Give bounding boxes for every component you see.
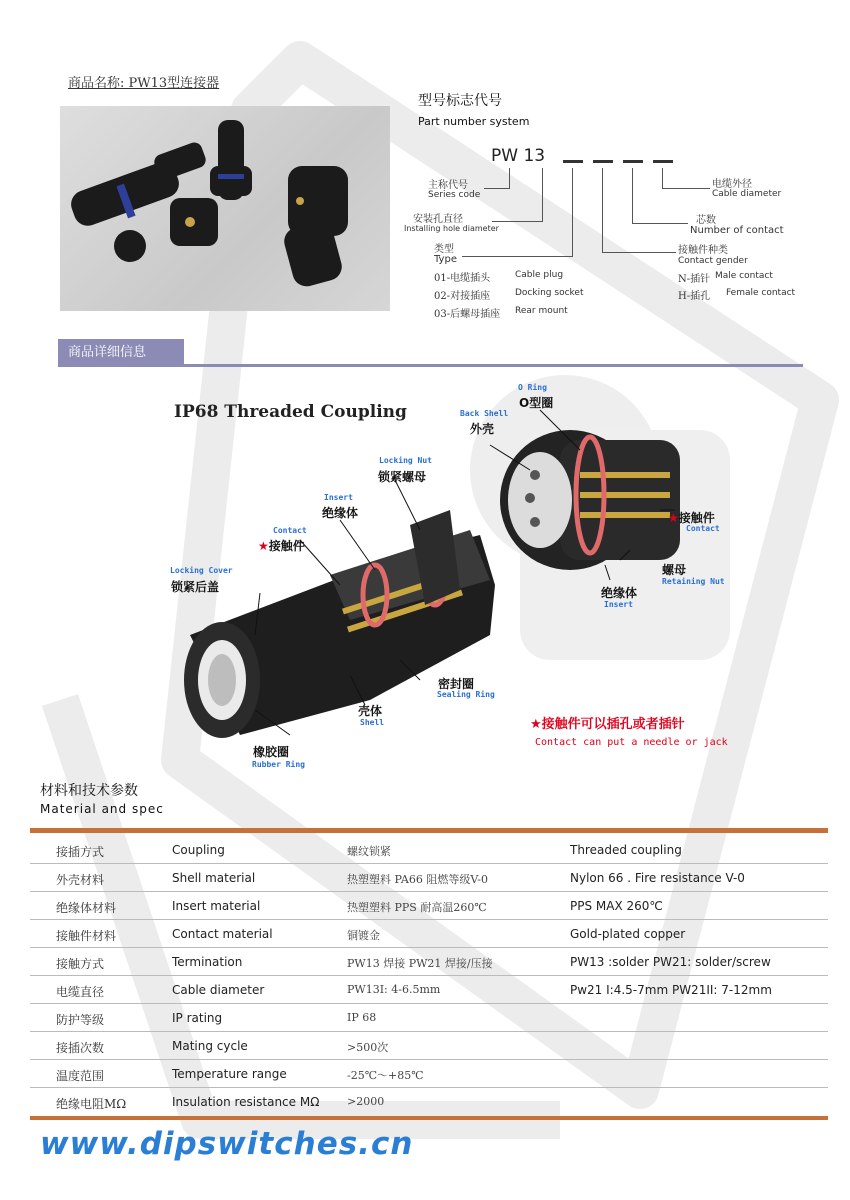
type-item-en: Rear mount: [515, 306, 568, 316]
spec-label-en: Coupling: [172, 843, 225, 857]
table-row: [30, 1032, 828, 1060]
table-row: [30, 976, 828, 1004]
callout-locking-cover-cn: 锁紧后盖: [171, 580, 220, 594]
callout-o-ring-cn: O型圈: [519, 396, 554, 410]
gender-item-cn: H-插孔: [678, 291, 711, 302]
table-row: [30, 892, 828, 920]
part-number-slot: [623, 160, 643, 163]
diagram-title: IP68 Threaded Coupling: [174, 402, 407, 422]
spec-value-en: PPS MAX 260℃: [570, 899, 663, 913]
type-cn: 类型: [434, 244, 454, 255]
spec-value-cn: 铜镀金: [347, 929, 380, 942]
star-icon: ★: [530, 717, 542, 732]
table-row: [30, 1088, 828, 1116]
spec-label-cn: 绝缘电阻MΩ: [56, 1097, 127, 1111]
callout-contact2-en: Contact: [686, 524, 720, 533]
spec-label-cn: 电缆直径: [56, 985, 105, 999]
callout-back-shell-cn: 外壳: [470, 422, 495, 436]
part-number-slot: [563, 160, 583, 163]
callout-rubber-ring-en: Rubber Ring: [252, 760, 305, 769]
part-number-slot: [593, 160, 613, 163]
part-number-title-en: Part number system: [418, 115, 530, 128]
contacts-en: Number of contact: [690, 225, 784, 236]
callout-insert2-en: Insert: [604, 600, 633, 609]
callout-contact2-cn: ★接触件: [668, 511, 715, 525]
spec-label-en: IP rating: [172, 1011, 223, 1025]
socket-drawing: [500, 430, 680, 570]
table-row: [30, 836, 828, 864]
spec-label-cn: 防护等级: [56, 1013, 105, 1027]
callout-insert-cn: 绝缘体: [322, 506, 359, 520]
callout-rubber-ring-cn: 橡胶圈: [253, 745, 290, 759]
spec-label-en: Cable diameter: [172, 983, 265, 997]
spec-value-cn: 螺纹锁紧: [347, 845, 391, 858]
callout-contact-en: Contact: [273, 526, 307, 535]
part-number-code: PW 13: [491, 146, 546, 166]
spec-label-cn: 温度范围: [56, 1069, 105, 1083]
contacts-cn: 芯数: [696, 215, 716, 226]
part-number-title-cn: 型号标志代号: [418, 93, 502, 109]
spec-value-cn: >2000: [347, 1095, 385, 1108]
callout-sealing-ring-en: Sealing Ring: [437, 690, 495, 699]
spec-label-cn: 接触件材料: [56, 929, 117, 943]
star-icon: ★: [668, 511, 679, 525]
hole-diameter-en: Installing hole diameter: [404, 224, 499, 233]
callout-locking-cover-en: Locking Cover: [170, 566, 233, 575]
type-item-cn: 03-后螺母插座: [434, 309, 501, 320]
type-item-en: Docking socket: [515, 288, 584, 298]
spec-label-cn: 接插方式: [56, 845, 105, 859]
spec-label-en: Termination: [172, 955, 243, 969]
type-item-cn: 02-对接插座: [434, 291, 491, 302]
callout-shell-cn: 壳体: [358, 704, 383, 718]
spec-label-cn: 外壳材料: [56, 873, 105, 887]
spec-value-en: Gold-plated copper: [570, 927, 686, 941]
spec-title-cn: 材料和技术参数: [40, 783, 138, 799]
callout-back-shell-en: Back Shell: [460, 409, 509, 418]
table-row: [30, 920, 828, 948]
spec-value-cn: PW13I: 4-6.5mm: [347, 983, 441, 996]
hole-diameter-cn: 安装孔直径: [413, 214, 463, 225]
spec-rule: [30, 1116, 828, 1120]
callout-retaining-nut-cn: 螺母: [662, 563, 687, 577]
gender-item-en: Female contact: [726, 288, 796, 298]
spec-rule: [30, 828, 828, 833]
spec-label-en: Temperature range: [172, 1067, 287, 1081]
spec-table: [30, 836, 828, 1116]
spec-title-en: Material and spec: [40, 802, 164, 816]
spec-value-cn: PW13 焊接 PW21 焊接/压接: [347, 957, 493, 970]
contact-note-cn: ★接触件可以插孔或者插针: [530, 717, 685, 732]
contact-gender-cn: 接触件种类: [678, 245, 728, 256]
connectors-image: [60, 106, 390, 311]
table-row: [30, 1004, 828, 1032]
spec-value-cn: -25℃～+85℃: [347, 1069, 424, 1082]
series-code-en: Series code: [428, 190, 481, 200]
spec-label-en: Insert material: [172, 899, 261, 913]
product-photo: [60, 106, 390, 311]
cable-diameter-cn: 电缆外径: [712, 179, 752, 190]
part-number-slot: [653, 160, 673, 163]
spec-label-en: Mating cycle: [172, 1039, 248, 1053]
callout-locking-nut-cn: 锁紧螺母: [378, 470, 427, 484]
spec-value-cn: 热塑塑料 PPS 耐高温260℃: [347, 901, 487, 914]
callout-o-ring-en: O Ring: [518, 383, 547, 392]
spec-value-cn: >500次: [347, 1041, 389, 1054]
series-code-cn: 主称代号: [428, 180, 468, 191]
spec-label-cn: 接插次数: [56, 1041, 105, 1055]
gender-item-cn: N-插针: [678, 274, 711, 285]
callout-insert2-cn: 绝缘体: [601, 586, 638, 600]
gender-item-en: Male contact: [715, 271, 773, 281]
type-item-en: Cable plug: [515, 270, 564, 280]
product-name: 商品名称: PW13型连接器: [68, 76, 220, 91]
callout-shell-en: Shell: [360, 718, 385, 727]
spec-label-cn: 绝缘体材料: [56, 901, 117, 915]
cable-diameter-en: Cable diameter: [712, 189, 782, 199]
callout-insert-en: Insert: [324, 493, 353, 502]
spec-label-en: Insulation resistance MΩ: [172, 1095, 320, 1109]
callout-contact-cn: ★接触件: [258, 539, 305, 553]
spec-value-cn: IP 68: [347, 1011, 377, 1024]
table-row: [30, 948, 828, 976]
contact-gender-en: Contact gender: [678, 256, 748, 266]
spec-label-en: Contact material: [172, 927, 273, 941]
spec-value-cn: 热塑塑料 PA66 阻燃等级V-0: [347, 873, 488, 886]
section-title: 商品详细信息: [58, 339, 184, 366]
website-link[interactable]: www.dipswitches.cn: [40, 1126, 414, 1162]
contact-note-en: Contact can put a needle or jack: [535, 737, 728, 748]
spec-value-en: Threaded coupling: [570, 843, 682, 857]
plug-drawing: [184, 510, 495, 738]
spec-value-en: Pw21 I:4.5-7mm PW21II: 7-12mm: [570, 983, 772, 997]
spec-label-cn: 接触方式: [56, 957, 105, 971]
type-en: Type: [434, 254, 457, 265]
spec-value-en: Nylon 66 . Fire resistance V-0: [570, 871, 745, 885]
type-item-cn: 01-电缆插头: [434, 273, 491, 284]
callout-sealing-ring-cn: 密封圈: [438, 677, 475, 691]
table-row: [30, 1060, 828, 1088]
table-row: [30, 864, 828, 892]
star-icon: ★: [258, 539, 269, 553]
callout-locking-nut-en: Locking Nut: [379, 456, 432, 465]
spec-label-en: Shell material: [172, 871, 256, 885]
spec-value-en: PW13 :solder PW21: solder/screw: [570, 955, 771, 969]
callout-retaining-nut-en: Retaining Nut: [662, 577, 725, 586]
